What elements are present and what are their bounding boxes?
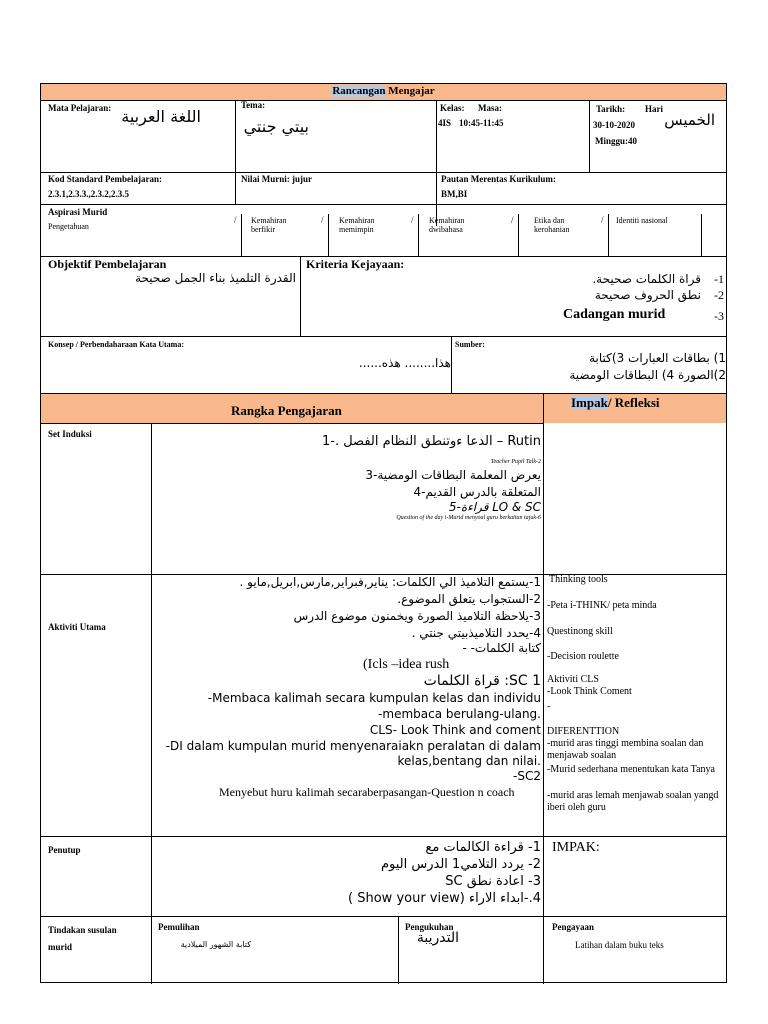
pengayaan-text: Latihan dalam buku teks (575, 940, 664, 950)
rangka-title: Rangka Pengajaran (231, 403, 342, 418)
pautan-label: Pautan Merentas Kurikulum: (441, 174, 556, 184)
aspirasi-item-dwibahasa: Kemahiran dwibahasa (429, 216, 465, 235)
kriteria-item-1: قراة الكلمات صحيحة. (592, 272, 701, 286)
objektif-text: القدرة التلميذ بناء الجمل صحيحة (135, 271, 296, 285)
kriteria-item-3: Cadangan murid (563, 307, 666, 322)
aktiviti-line-3: 3-يلاحظة التلاميذ الصورة ويخمنون موضوع الدرس (293, 609, 541, 623)
pengayaan-label: Pengayaan (552, 922, 595, 932)
lesson-plan-form: Rancangan Mengajar Mata Pelajaran: اللغة العربية Tema: بيتي جنتي Kelas: Masa: 4IS 10:45-11:45 Tarikh: Hari 30-10-2020 الخميس Minggu:40 Kod Standard Pembelajaran: 2.3.1,2.3.3.,2.3.2,2.3.5 Nilai Murni: jujur Pautan Merentas Kurikulum: BM,BI Aspirasi Murid Pengetahuan / Kemahiran berfikir / Kemahiran memimpin / Kemahiran dwibahasa / Etika dan kerohanian / Identiti nasional Objektif Pembelajaran القدرة التلميذ بناء الجمل صحيحة Kriteria Kejayaan: قراة الكلمات صحيحة. -1 نطق الحروف صحيحة -2 Cadangan murid -3 Konsep / Perbendaharaan Kata Utama: هذا........ هذه...... Sumber: 1) بطاقات العبارات 3)كتابة 2)الصورة 4) البطاقات الومضية Rangka Pengajaran Impak/ Refleksi Set Induksi Rutin – الدعا ءوتنطق النظام الفصل .-1 Teacher Pupil Talk-2 يعرض المعلمة البطاقات الومضية-3 المتعلقة بالدرس القديم-4 LO & SC قراءة-5 Question of the day i-Murid menyoal guru berkaitan tajuk-6 Aktiviti Utama 1-يستمع التلاميذ الي الكلمات: يناير,فبراير,مارس,ابريل,مايو . 2-الستجواب يتعلق الموضوع. 3-يلاحظة التلاميذ الصورة ويخمنون موضوع الدرس 4-يحدد التلاميذبيتي جنتي . كتابة الكلمات- - (Icls –idea rush SC 1: قراة الكلمات Membaca kalimah secara kumpulan kelas dan individu- .membaca berulang-ulang- CLS- Look Think and coment DI dalam kumpulan murid menyenaraiakn peralatan di dalam- .kelas,bentang dan nilai SC2- Menyebut huru kalimah secaraberpasangan-Question n coach Thinking tools -Peta i-THINK/ peta minda Questinong skill -Decision roulette Aktiviti CLS -Look Think Coment - DIFERENTTION -murid aras tinggi membina soalan dan menjawab soalan -Murid sederhana menentukan kata Tanya -murid aras lemah menjawab soalan yangd iberi oleh guru Penutup 1- قراءة الكالمات مع 2- يردد التلامي1 الدرس اليوم 3- اعادة نطق SC 4.-ابداء الاراء (Show your view ) IMPAK: Tindakan susulan murid Pemulihan كتابة الشهور الميلادية Pengukuhan التدريبة Pengayaan Latihan dalam buku teks (40, 83, 727, 983)
hari-label: Hari (645, 104, 663, 114)
tindakan-label: Tindakan susulan murid (48, 925, 117, 952)
hari-value: الخميس (664, 111, 715, 129)
impak-refleksi-title: Impak/ Refleksi (571, 395, 660, 410)
aktiviti-line-1: 1-يستمع التلاميذ الي الكلمات: يناير,فبراير,مارس,ابريل,مايو . (239, 575, 541, 589)
pemulihan-label: Pemulihan (158, 922, 200, 932)
set-induksi-line-2: Teacher Pupil Talk-2 (490, 459, 541, 465)
konsep-text: هذا........ هذه...... (358, 356, 451, 370)
tema-label: Tema: (241, 100, 266, 110)
aktiviti-label: Aktiviti Utama (48, 622, 106, 632)
minggu: Minggu:40 (595, 136, 638, 146)
kriteria-num-2: -2 (714, 288, 724, 302)
set-induksi-label: Set Induksi (48, 429, 92, 439)
kelas-label: Kelas: (440, 103, 465, 113)
pengukuhan-label: Pengukuhan (405, 922, 454, 932)
set-induksi-line-3: يعرض المعلمة البطاقات الومضية-3 (365, 468, 541, 482)
tarikh-label: Tarikh: (596, 104, 626, 114)
konsep-label: Konsep / Perbendaharaan Kata Utama: (48, 340, 184, 349)
nilai-murni: Nilai Murni: jujur (241, 174, 312, 184)
kod-standard-label: Kod Standard Pembelajaran: (48, 174, 163, 184)
tarikh-value: 30-10-2020 (593, 120, 635, 130)
aktiviti-line-12: .kelas,bentang dan nilai (397, 754, 541, 768)
objektif-label: Objektif Pembelajaran (48, 257, 167, 271)
aspirasi-item-identiti: Identiti nasional (616, 216, 668, 225)
mata-pelajaran-label: Mata Pelajaran: (48, 103, 112, 113)
set-induksi-line-5: LO & SC قراءة-5 (448, 500, 541, 514)
aspirasi-item-memimpin: Kemahiran memimpin (339, 216, 375, 235)
masa-value: 10:45-11:45 (459, 118, 504, 128)
penutup-line-4: 4.-ابداء الاراء (Show your view ) (348, 891, 541, 906)
form-title: Rancangan Mengajar (332, 85, 435, 97)
pemulihan-text: كتابة الشهور الميلادية (180, 940, 251, 949)
penutup-line-3: 3- اعادة نطق SC (445, 874, 541, 889)
kelas-value: 4IS (438, 118, 452, 128)
mata-pelajaran-value: اللغة العربية (121, 107, 201, 126)
aktiviti-line-4: 4-يحدد التلاميذبيتي جنتي . (411, 626, 541, 640)
kriteria-num-3: -3 (714, 309, 724, 323)
aktiviti-line-8: Membaca kalimah secara kumpulan kelas dan individu- (207, 691, 541, 705)
aktiviti-line-9: .membaca berulang-ulang- (378, 707, 541, 721)
pengukuhan-text: التدريبة (416, 930, 459, 946)
set-induksi-line-6: Question of the day i-Murid menyoal guru berkaitan tajuk-6 (396, 515, 541, 521)
aktiviti-line-6: (Icls –idea rush (363, 657, 450, 672)
kod-standard-value: 2.3.1,2.3.3.,2.3.2,2.3.5 (48, 189, 129, 199)
aktiviti-line-5: كتابة الكلمات- - (462, 641, 541, 655)
set-induksi-line-1: Rutin – الدعا ءوتنطق النظام الفصل .-1 (321, 434, 541, 449)
aktiviti-line-10: CLS- Look Think and coment (369, 723, 541, 737)
set-induksi-line-4: المتعلقة بالدرس القديم-4 (413, 485, 541, 499)
aktiviti-line-2: 2-الستجواب يتعلق الموضوع. (397, 592, 541, 606)
tema-value: بيتي جنتي (243, 117, 309, 136)
pautan-value: BM,BI (441, 189, 468, 199)
penutup-label: Penutup (48, 845, 81, 855)
sumber-line-2: 2)الصورة 4) البطاقات الومضية (569, 368, 726, 382)
aktiviti-line-11: DI dalam kumpulan murid menyenaraiakn peralatan di dalam- (165, 739, 541, 753)
aspirasi-label: Aspirasi Murid (48, 207, 108, 217)
penutup-impak: IMPAK: (552, 840, 600, 855)
aspirasi-item-pengetahuan: Pengetahuan (48, 222, 89, 231)
penutup-line-1: 1- قراءة الكالمات مع (425, 840, 541, 855)
sumber-label: Sumber: (455, 340, 485, 349)
aspirasi-item-berfikir: Kemahiran berfikir (251, 216, 287, 235)
kriteria-item-2: نطق الحروف صحيحة (594, 288, 701, 302)
sumber-line-1: 1) بطاقات العبارات 3)كتابة (589, 351, 726, 365)
penutup-line-2: 2- يردد التلامي1 الدرس اليوم (380, 857, 541, 872)
aktiviti-line-7: SC 1: قراة الكلمات (423, 673, 541, 689)
kriteria-num-1: -1 (714, 272, 724, 286)
kriteria-label: Kriteria Kejayaan: (306, 257, 405, 271)
aktiviti-line-13: SC2- (513, 769, 541, 783)
aktiviti-line-14: Menyebut huru kalimah secaraberpasangan-Question n coach (219, 785, 515, 799)
masa-label: Masa: (478, 103, 502, 113)
aspirasi-item-etika: Etika dan kerohanian (534, 216, 570, 235)
